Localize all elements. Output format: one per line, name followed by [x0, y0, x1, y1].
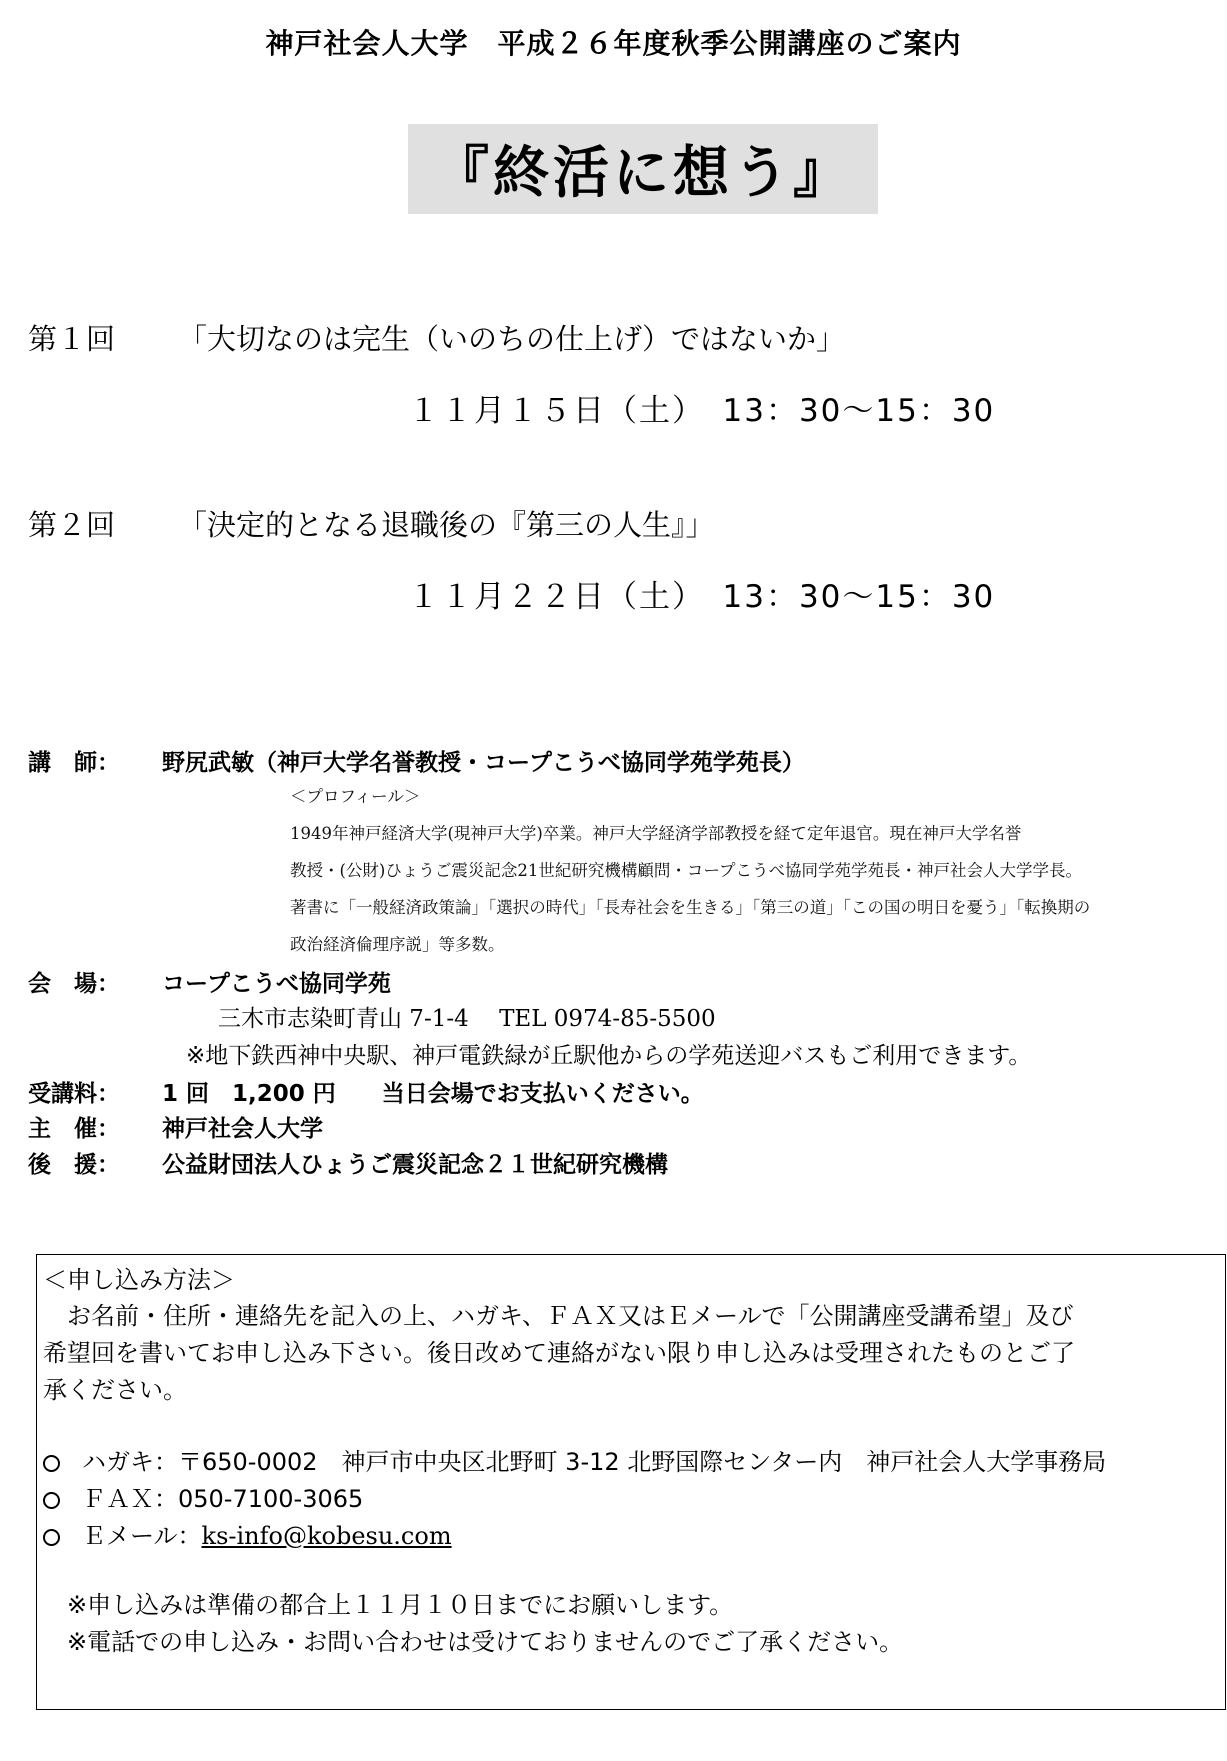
session-1-datetime: １１月１５日（土） 13：30〜15：30 — [408, 393, 996, 429]
application-heading: ＜申し込み方法＞ — [43, 1266, 235, 1294]
support-value: 公益財団法人ひょうご震災記念２１世紀研究機構 — [162, 1152, 668, 1178]
session-2-datetime: １１月２２日（土） 13：30〜15：30 — [408, 579, 996, 615]
fee-label: 受講料： — [28, 1081, 120, 1107]
profile-line: 政治経済倫理序説」等多数。 — [290, 935, 505, 954]
application-note: ※電話での申し込み・お問い合わせは受けておりませんのでご了承ください。 — [67, 1628, 904, 1656]
session-2-number: 第２回 — [28, 508, 116, 542]
bullet-circle-icon — [43, 1529, 60, 1546]
session-1-number: 第１回 — [28, 322, 116, 356]
venue-label: 会 場： — [28, 971, 120, 997]
profile-line: 1949年神戸経済大学(現神戸大学)卒業。神戸大学経済学部教授を経て定年退官。現在神戸大学名誉 — [290, 824, 1022, 843]
profile-heading: ＜プロフィール＞ — [290, 787, 421, 806]
organizer-label: 主 催： — [28, 1116, 120, 1142]
postcard-item — [43, 1442, 1106, 1477]
postcard-text: ハガキ：〒650-0002 神戸市中央区北野町 3-12 北野国際センター内 神戸社会人大学事務局 — [82, 1448, 1107, 1476]
main-title: 『終活に想う』 — [433, 141, 853, 206]
venue-note: ※地下鉄西神中央駅、神戸電鉄緑が丘駅他からの学苑送迎バスもご利用できます。 — [186, 1043, 1032, 1069]
fee-value: 1 回 1,200 円 当日会場でお支払いください。 — [162, 1081, 704, 1107]
session-2-title: 「決定的となる退職後の『第三の人生』」 — [178, 508, 715, 542]
email-link[interactable]: ks-info@kobesu.com — [201, 1522, 452, 1550]
support-label: 後 援： — [28, 1152, 120, 1178]
organizer-value: 神戸社会人大学 — [162, 1116, 323, 1142]
session-1-title: 「大切なのは完生（いのちの仕上げ）ではないか」 — [178, 322, 846, 356]
profile-line: 著書に「一般経済政策論」「選択の時代」「長寿社会を生きる」「第三の道」「この国の明日を憂う」「転換期の — [290, 898, 1091, 917]
main-title-box — [408, 124, 878, 214]
venue-address: 三木市志染町青山 7-1-4 TEL 0974-85-5500 — [218, 1006, 716, 1032]
application-box — [36, 1254, 1226, 1710]
venue-value: コープこうべ協同学苑 — [162, 971, 391, 997]
application-body-line: 承ください。 — [43, 1376, 187, 1404]
bullet-circle-icon — [43, 1492, 60, 1509]
fax-item — [43, 1479, 363, 1514]
application-note: ※申し込みは準備の都合上１１月１０日までにお願いします。 — [67, 1591, 734, 1619]
application-body-line: 希望回を書いてお申し込み下さい。後日改めて連絡がない限り申し込みは受理されたものとご了 — [43, 1339, 1075, 1367]
email-label: Ｅメール： — [82, 1522, 202, 1550]
header-title: 神戸社会人大学 平成２６年度秋季公開講座のご案内 — [265, 27, 962, 60]
lecturer-label: 講 師： — [28, 750, 120, 776]
bullet-circle-icon — [43, 1455, 60, 1472]
application-body-line: お名前・住所・連絡先を記入の上、ハガキ、ＦＡＸ又はＥメールで「公開講座受講希望」及び — [43, 1302, 1074, 1330]
profile-line: 教授・(公財)ひょうご震災記念21世紀研究機構顧問・コープこうべ協同学苑学苑長・神戸社会人大学学長。 — [290, 861, 1083, 880]
fax-text: ＦＡＸ：050-7100-3065 — [82, 1485, 364, 1513]
email-item — [43, 1516, 452, 1551]
lecturer-value: 野尻武敏（神戸大学名誉教授・コープこうべ協同学苑学苑長） — [162, 750, 805, 776]
